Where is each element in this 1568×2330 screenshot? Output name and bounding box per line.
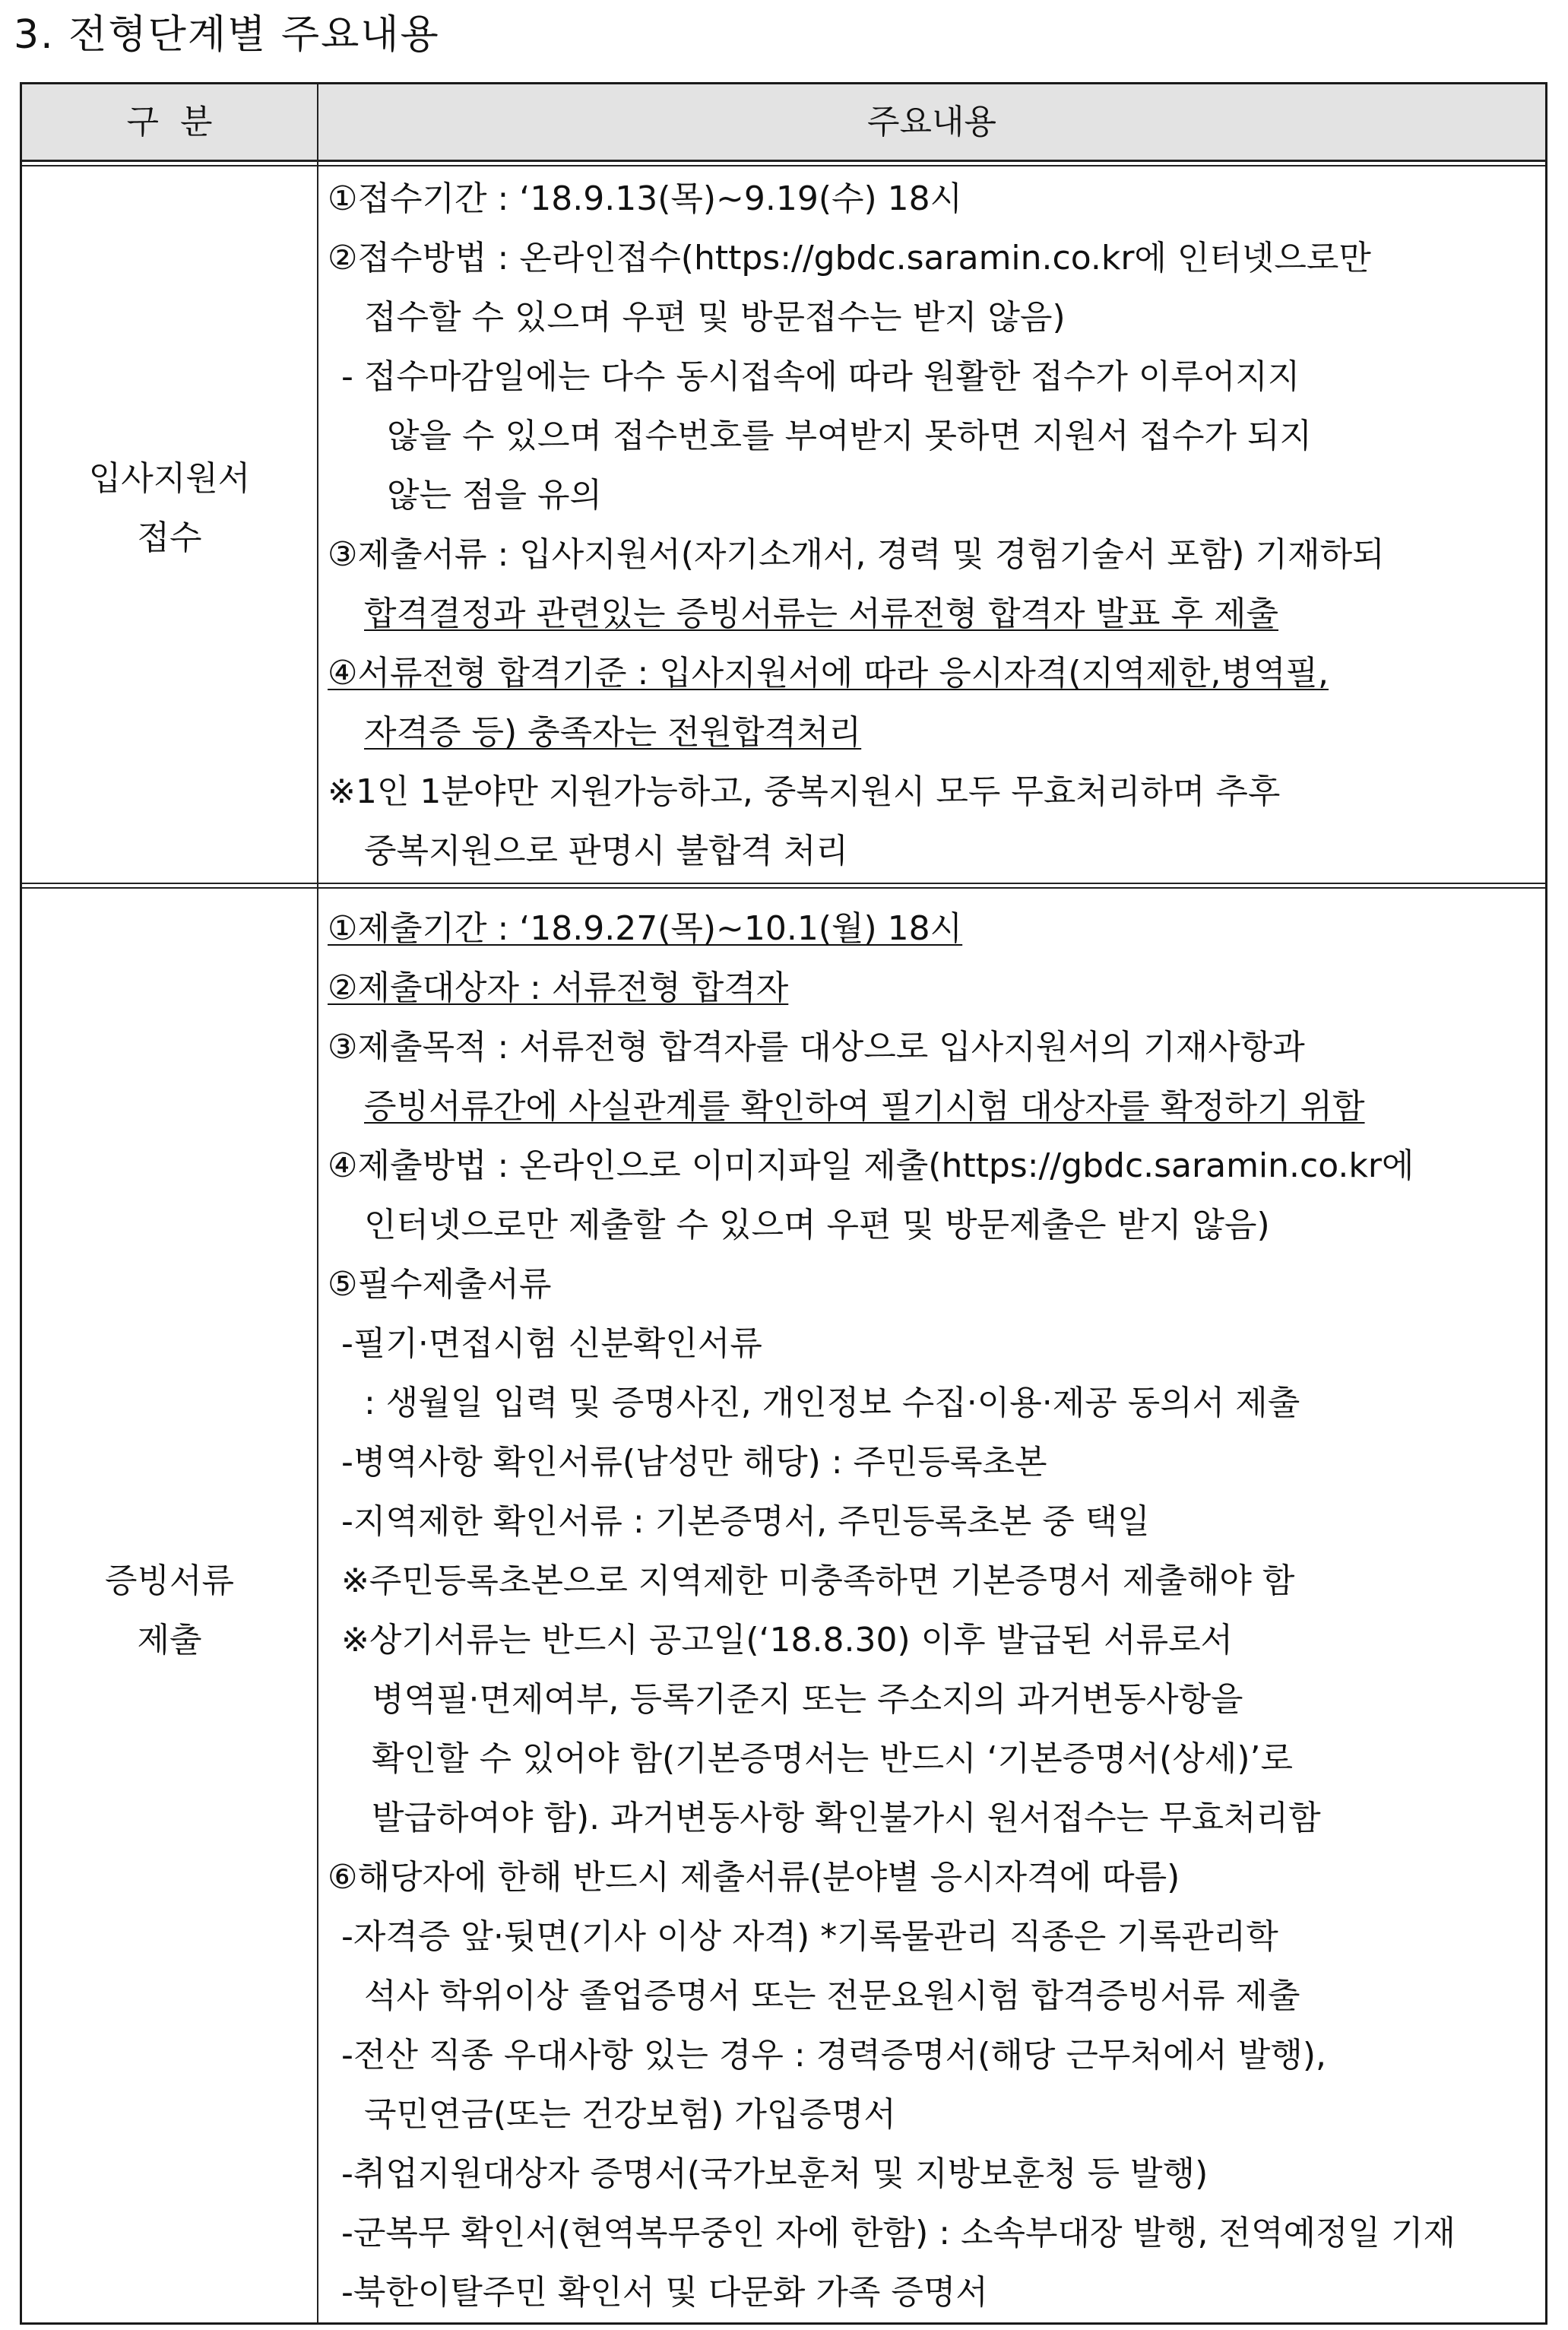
row2-category-line: 제출 <box>137 1621 202 1660</box>
content-line: ①제출기간 : ‘18.9.27(목)~10.1(월) 18시 <box>328 909 963 948</box>
content-line: ④서류전형 합격기준 : 입사지원서에 따라 응시자격(지역제한,병역필, <box>328 654 1329 693</box>
row2-category-line: 증빙서류 <box>104 1561 234 1600</box>
content-line: -병역사항 확인서류(남성만 해당) : 주민등록초본 <box>341 1443 1047 1482</box>
content-line: -북한이탈주민 확인서 및 다문화 가족 증명서 <box>341 2273 988 2312</box>
content-line: ③제출목적 : 서류전형 합격자를 대상으로 입사지원서의 기재사항과 <box>328 1028 1305 1067</box>
content-line: ※상기서류는 반드시 공고일(‘18.8.30) 이후 발급된 서류로서 <box>341 1621 1234 1660</box>
row1-category-line: 입사지원서 <box>88 459 251 498</box>
header-content: 주요내용 <box>866 103 996 141</box>
content-line: -필기·면접시험 신분확인서류 <box>341 1324 762 1363</box>
row2-category <box>22 1552 317 1670</box>
content-line: 확인할 수 있어야 함(기본증명서는 반드시 ‘기본증명서(상세)’로 <box>372 1739 1293 1778</box>
row2-content <box>328 899 1544 2322</box>
content-line: ②접수방법 : 온라인접수(https://gbdc.saramin.co.kr에 인터넷으로만 <box>328 239 1371 277</box>
content-line: ※주민등록초본으로 지역제한 미충족하면 기본증명서 제출해야 함 <box>341 1561 1295 1600</box>
content-line: ※1인 1분야만 지원가능하고, 중복지원시 모두 무효처리하며 추후 <box>328 772 1281 811</box>
content-line: -취업지원대상자 증명서(국가보훈처 및 지방보훈청 등 발행) <box>341 2154 1208 2193</box>
content-line: 접수할 수 있으며 우편 및 방문접수는 받지 않음) <box>364 298 1066 337</box>
content-line: 않을 수 있으며 접수번호를 부여받지 못하면 지원서 접수가 되지 <box>387 417 1312 455</box>
content-line: ①접수기간 : ‘18.9.13(목)~9.19(수) 18시 <box>328 179 963 218</box>
content-line: 발급하여야 함). 과거변동사항 확인불가시 원서접수는 무효처리함 <box>372 1799 1321 1837</box>
stage-table <box>20 82 1547 2325</box>
header-double-line <box>22 160 1545 166</box>
content-line: 석사 학위이상 졸업증명서 또는 전문요원시험 합격증빙서류 제출 <box>364 1977 1300 2015</box>
content-line: 인터넷으로만 제출할 수 있으며 우편 및 방문제출은 받지 않음) <box>364 1206 1270 1244</box>
content-line: 중복지원으로 판명시 불합격 처리 <box>364 832 849 870</box>
content-line: ④제출방법 : 온라인으로 이미지파일 제출(https://gbdc.saramin.co.kr에 <box>328 1146 1414 1185</box>
content-line: ③제출서류 : 입사지원서(자기소개서, 경력 및 경험기술서 포함) 기재하되 <box>328 535 1385 574</box>
content-line: -지역제한 확인서류 : 기본증명서, 주민등록초본 중 택일 <box>341 1502 1150 1541</box>
content-line: ⑥해당자에 한해 반드시 제출서류(분야별 응시자격에 따름) <box>328 1858 1180 1897</box>
content-line: ⑤필수제출서류 <box>328 1265 552 1304</box>
content-line: -군복무 확인서(현역복무중인 자에 한함) : 소속부대장 발행, 전역예정일 기재 <box>341 2214 1456 2252</box>
row1-content <box>328 170 1544 881</box>
column-divider <box>317 84 318 2322</box>
content-line: 합격결정과 관련있는 증빙서류는 서류전형 합격자 발표 후 제출 <box>364 594 1279 633</box>
section-heading: 3. 전형단계별 주요내용 <box>14 12 440 58</box>
content-line: 국민연금(또는 건강보험) 가입증명서 <box>364 2095 896 2134</box>
content-line: -전산 직종 우대사항 있는 경우 : 경력증명서(해당 근무처에서 발행), <box>341 2036 1327 2075</box>
content-line: : 생월일 입력 및 증명사진, 개인정보 수집·이용·제공 동의서 제출 <box>364 1384 1300 1422</box>
row1-category <box>22 449 317 568</box>
content-line: 병역필·면제여부, 등록기준지 또는 주소지의 과거변동사항을 <box>372 1680 1243 1719</box>
table-header <box>22 84 1545 160</box>
header-category: 구 분 <box>126 103 213 141</box>
content-line: -자격증 앞·뒷면(기사 이상 자격) *기록물관리 직종은 기록관리학 <box>341 1917 1278 1956</box>
content-line: 자격증 등) 충족자는 전원합격처리 <box>364 713 862 752</box>
content-line: 않는 점을 유의 <box>387 476 602 515</box>
content-line: ②제출대상자 : 서류전형 합격자 <box>328 968 789 1007</box>
content-line: - 접수마감일에는 다수 동시접속에 따라 원활한 접수가 이루어지지 <box>341 357 1300 396</box>
row1-category-line: 접수 <box>137 518 202 557</box>
row-divider <box>22 883 1545 889</box>
content-line: 증빙서류간에 사실관계를 확인하여 필기시험 대상자를 확정하기 위함 <box>364 1087 1365 1126</box>
